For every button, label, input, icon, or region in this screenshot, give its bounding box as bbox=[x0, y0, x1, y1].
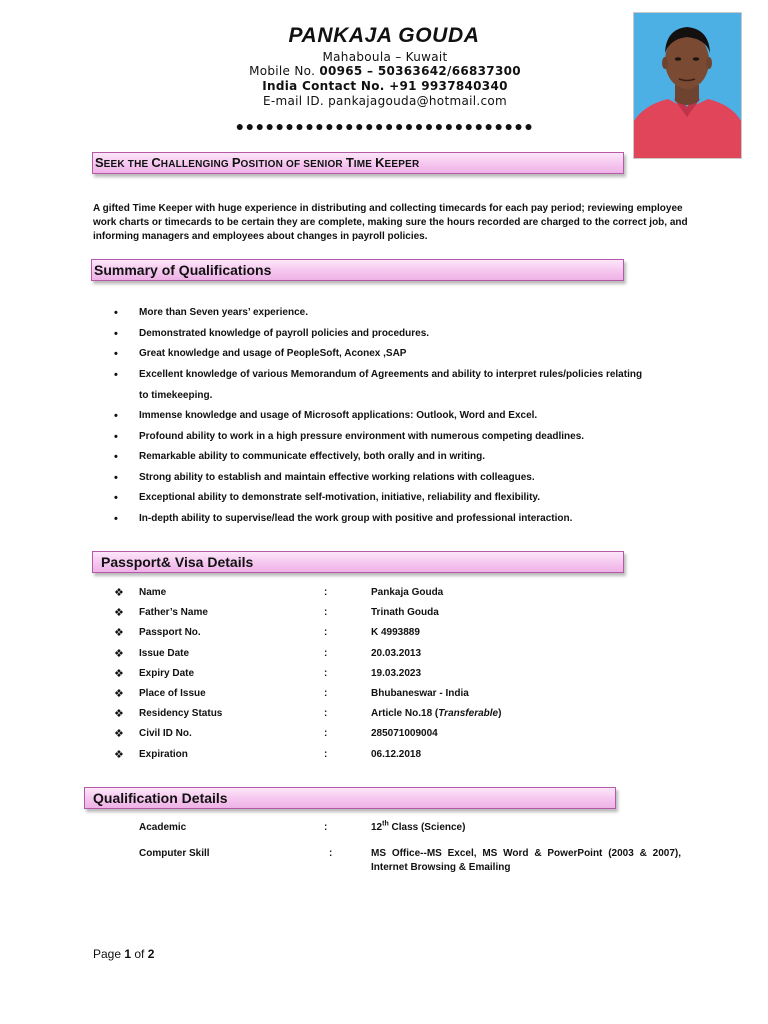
diamond-bullet-icon: ❖ bbox=[114, 587, 124, 599]
email: E-mail ID. pankajagouda@hotmail.com bbox=[262, 94, 508, 108]
academic-label: Academic bbox=[139, 822, 187, 833]
bullet-icon: • bbox=[114, 409, 118, 422]
diamond-bullet-icon: ❖ bbox=[114, 607, 124, 620]
candidate-name: PANKAJA GOUDA bbox=[288, 24, 480, 47]
list-item: • Great knowledge and usage of PeopleSoft, Aconex ,SAP bbox=[114, 348, 407, 361]
passport-details bbox=[114, 586, 714, 768]
dot-divider: ●●●●●●●●●●●●●●●●●●●●●●●●●●●●●● bbox=[235, 118, 535, 134]
detail-row: ❖ Name : Pankaja Gouda bbox=[114, 587, 444, 599]
detail-row: ❖ Passport No. : K 4993889 bbox=[114, 627, 420, 640]
detail-row: ❖ Place of Issue : Bhubaneswar - India bbox=[114, 687, 469, 700]
profile-photo bbox=[633, 12, 742, 159]
mobile-number bbox=[200, 64, 570, 78]
india-contact: India Contact No. +91 9937840340 bbox=[262, 79, 508, 93]
diamond-bullet-icon: ❖ bbox=[114, 687, 124, 700]
list-item: • Immense knowledge and usage of Microsoft applications: Outlook, Word and Excel. bbox=[114, 409, 538, 422]
detail-row: ❖ Issue Date : 20.03.2013 bbox=[114, 647, 422, 660]
qualification-heading: Qualification Details bbox=[84, 787, 616, 809]
academic-row: Academic : 12th Class (Science) bbox=[139, 821, 699, 835]
bullet-icon: • bbox=[114, 512, 118, 525]
academic-value: 12th Class (Science) bbox=[371, 820, 466, 833]
diamond-bullet-icon: ❖ bbox=[114, 708, 124, 721]
detail-row: ❖ Civil ID No. : 285071009004 bbox=[114, 728, 438, 741]
bullet-icon: • bbox=[114, 348, 118, 361]
detail-row: ❖ Expiry Date : 19.03.2023 bbox=[114, 667, 422, 680]
page-number: Page 1 of 2 bbox=[93, 947, 155, 961]
detail-row: ❖ Residency Status : Article No.18 (Transferable) bbox=[114, 708, 502, 721]
bullet-icon: • bbox=[114, 471, 118, 484]
bullet-icon: • bbox=[114, 430, 118, 443]
bullet-icon: • bbox=[114, 368, 118, 381]
list-item: • Remarkable ability to communicate effectively, both orally and in writing. bbox=[114, 451, 486, 464]
list-item: • Strong ability to establish and maintain effective working relations with colleagues. bbox=[114, 471, 535, 484]
list-item: • More than Seven years’ experience. bbox=[114, 307, 308, 319]
objective-text: A gifted Time Keeper with huge experience in distributing and collecting timecards for each pay period; reviewing employee work charts or timecards to be certain they are complete, making sure the hours recorded are charged to the correct job, and informing managers and employees about changes in payroll policies. bbox=[93, 203, 688, 242]
list-item: • In-depth ability to supervise/lead the work group with positive and professional interaction. bbox=[114, 512, 573, 525]
list-item: • Demonstrated knowledge of payroll policies and procedures. bbox=[114, 327, 430, 340]
bullet-icon: • bbox=[114, 327, 118, 340]
diamond-bullet-icon: ❖ bbox=[114, 728, 124, 741]
list-item: • Exceptional ability to demonstrate self-motivation, initiative, reliability and flexibility. bbox=[114, 492, 541, 505]
bullet-icon: • bbox=[114, 451, 118, 464]
detail-row: ❖ Expiration : 06.12.2018 bbox=[114, 748, 422, 761]
detail-row: ❖ Father’s Name : Trinath Gouda bbox=[114, 607, 439, 620]
computer-skill-label: Computer Skill bbox=[139, 848, 210, 859]
diamond-bullet-icon: ❖ bbox=[114, 627, 124, 640]
summary-heading: Summary of Qualifications bbox=[91, 259, 624, 281]
objective-heading: SEEK THE CHALLENGING POSITION OF SENIOR TIME KEEPER bbox=[92, 152, 624, 174]
passport-heading: Passport& Visa Details bbox=[92, 551, 624, 573]
mobile-value: 00965 – 50363642/66837300 bbox=[319, 64, 521, 78]
diamond-bullet-icon: ❖ bbox=[114, 647, 124, 660]
diamond-bullet-icon: ❖ bbox=[114, 667, 124, 680]
computer-skill-row: Computer Skill : MS Office--MS Excel, MS Word & PowerPoint (2003 & 2007), Internet Browsing & Emailing bbox=[139, 848, 681, 873]
list-item: • Profound ability to work in a high pressure environment with numerous competing deadlines. bbox=[114, 430, 585, 443]
bullet-icon: • bbox=[114, 307, 118, 319]
computer-skill-value: MS Office--MS Excel, MS Word & PowerPoint (2003 & 2007), Internet Browsing & Emailing bbox=[371, 848, 681, 873]
mobile-label: Mobile No. bbox=[249, 64, 316, 78]
portrait-graphic bbox=[634, 13, 741, 158]
list-item: • Excellent knowledge of various Memorandum of Agreements and ability to interpret rules/policies relating to timekeeping. bbox=[114, 368, 643, 401]
summary-list bbox=[112, 306, 712, 533]
bullet-icon: • bbox=[114, 492, 118, 505]
diamond-bullet-icon: ❖ bbox=[114, 748, 124, 761]
location: Mahaboula – Kuwait bbox=[322, 50, 448, 64]
